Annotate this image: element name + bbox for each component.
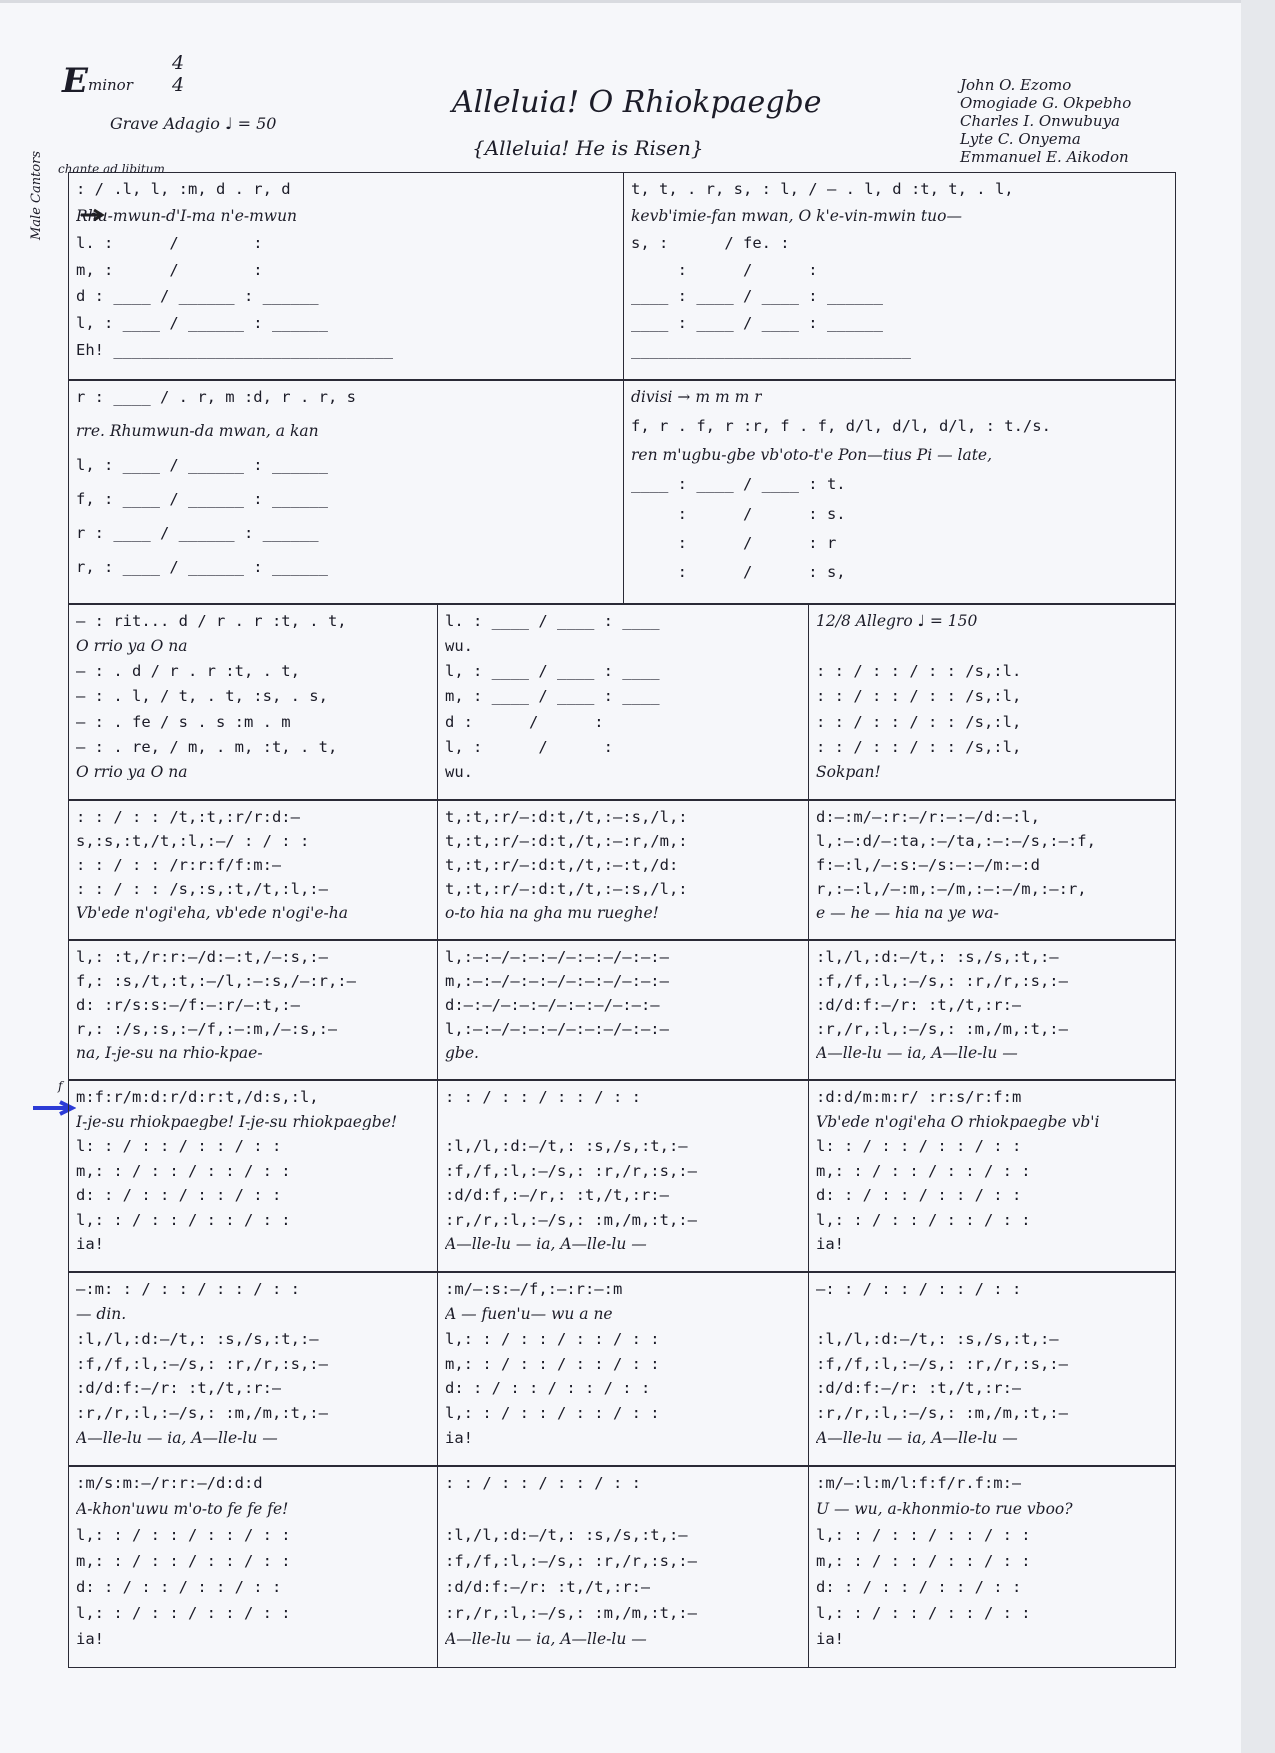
lyric-line: — din.	[76, 1306, 127, 1323]
page-subtitle: {Alleluia! He is Risen}	[472, 136, 704, 160]
solfa-row: wu.	[445, 764, 473, 781]
solfa-row: m, : ____ / ______ : ______	[76, 262, 328, 279]
solfa-row: t,:t,:r/—:d:t,/t,:—:s,/l,:	[445, 882, 688, 898]
solfa-row: ia!	[76, 1237, 104, 1253]
solfa-row: l,:—:—/—:—:—/—:—:—/—:—:—	[445, 950, 669, 966]
solfa-row: :f,/f,:l,:—/s,: :r,/r,:s,:—	[816, 1356, 1068, 1373]
solfa-row: s, : ____ / fe. : ______	[631, 235, 855, 252]
solfa-row: ia!	[76, 1632, 104, 1648]
solfa-row: d: :r/s:s:—/f:—:r/—:t,:—	[76, 998, 300, 1014]
solfa-row: f, : ____ / ______ : ______	[76, 492, 328, 508]
lyric-line: A—lle-lu — ia, A—lle-lu —	[445, 1632, 647, 1648]
solfa-row: :r,/r,:l,:—/s,: :m,/m,:t,:—	[76, 1406, 328, 1422]
solfa-row: m:f:r/m:d:r/d:r:t,/d:s,:l,	[76, 1090, 319, 1106]
solfa-row: l: : / : : / : : / : :	[76, 1139, 282, 1155]
lyric-line: rre. Rhumwun-da mwan, a kan	[76, 424, 319, 440]
lyric-line: A—lle-lu — ia, A—lle-lu —	[76, 1431, 278, 1447]
solfa-row: :m/—:s:—/f,:—:r:—:m	[445, 1282, 623, 1298]
solfa-row: :d/d:f,:—/r,: :t,/t,:r:—	[445, 1188, 669, 1204]
solfa-row: :r,/r,:l,:—/s,: :m,/m,:t,:—	[445, 1212, 697, 1229]
solfa-row: : : / : : /r:r:f/f:m:—	[76, 858, 282, 874]
solfa-row: ____ : ____ / ____ : r	[631, 535, 837, 552]
solfa-row: s,:s,:t,/t,:l,:—/ : / : :	[76, 834, 310, 850]
composer-name: Emmanuel E. Aikodon	[960, 148, 1129, 166]
solfa-row: m,: : / : : / : : / : :	[816, 1554, 1031, 1570]
lyric-line: U — wu, a-khonmio-to rue vboo?	[816, 1502, 1073, 1518]
solfa-row: ____ : ____ / ____ : ______	[631, 316, 883, 332]
lyric-line: kevb'imie-fan mwan, O k'e-vin-mwin tuo—	[631, 208, 962, 225]
measure-divider	[623, 380, 624, 604]
solfa-row: : : / : : / : : /s,:l,	[816, 714, 1022, 731]
solfa-row: — : . fe / s . s :m . m	[76, 714, 291, 731]
solfa-row: : / .l, l, :m, d . r, d	[76, 182, 291, 198]
solfa-row: ____ : ____ / ____ : ______	[631, 289, 883, 305]
solfa-row: :l,/l,:d:—/t,: :s,/s,:t,:—	[816, 1331, 1059, 1348]
solfa-row: l,: : / : : / : : / : :	[76, 1212, 291, 1229]
scan-top-edge	[0, 0, 1275, 3]
composer-name: Omogiade G. Okpebho	[960, 94, 1132, 112]
solfa-row: — : . l, / t, . t, :s, . s,	[76, 689, 328, 705]
tempo-marking: Grave Adagio ♩ = 50	[110, 114, 277, 133]
solfa-row: m,: : / : : / : : / : :	[76, 1554, 291, 1570]
solfa-row: :d/d:f:—/r: :t,/t,:r:—	[76, 1381, 282, 1397]
solfa-row: :l,/l,:d:—/t,: :s,/s,:t,:—	[816, 950, 1059, 966]
solfa-row: :f,/f,:l,:—/s,: :r,/r,:s,:—	[76, 1356, 328, 1373]
lyric-line: O rrio ya O na	[76, 764, 188, 781]
solfa-row: l,: : / : : / : : / : :	[816, 1212, 1031, 1229]
time-signature-bottom: 4	[172, 74, 185, 96]
lyric-line: e — he — hia na ye wa-	[816, 906, 999, 922]
lyric-line: gbe.	[445, 1046, 479, 1062]
measure-divider	[437, 1080, 438, 1272]
solfa-row: :m/s:m:—/r:r:—/d:d:d	[76, 1476, 263, 1492]
solfa-row: : : / : : / : : /s,:l,	[816, 689, 1022, 705]
scan-right-edge	[1241, 0, 1275, 1753]
solfa-row: l, : ____ / ______ : ______	[76, 316, 328, 332]
lyric-line: o-to hia na gha mu rueghe!	[445, 906, 659, 922]
measure-divider	[808, 1466, 809, 1668]
lyric-line: Rhu-mwun-d'I-ma n'e-mwun	[76, 208, 298, 225]
measure-divider	[437, 1272, 438, 1466]
solfa-row: :r,/r,:l,:—/s,: :m,/m,:t,:—	[816, 1406, 1068, 1422]
solfa-row: ia!	[816, 1632, 844, 1648]
measure-divider	[808, 940, 809, 1080]
solfa-row: :l,/l,:d:—/t,: :s,/s,:t,:—	[445, 1528, 688, 1544]
solfa-row: r : ____ / . r, m :d, r . r, s	[76, 390, 356, 406]
solfa-row: f,: :s,/t,:t,:—/l,:—:s,/—:r,:—	[76, 974, 356, 990]
measure-divider	[437, 800, 438, 940]
solfa-row: ____ : ____ / ____ : t.	[631, 477, 846, 493]
solfa-row: l,: : / : : / : : / : :	[76, 1528, 291, 1544]
solfa-row: :f,/f,:l,:—/s,: :r,/r,:s,:—	[445, 1554, 697, 1570]
lyric-line: divisi → m m m r	[631, 390, 762, 406]
solfa-row: ia!	[445, 1431, 473, 1447]
lyric-line: A-khon'uwu m'o-to fe fe fe!	[76, 1502, 289, 1518]
solfa-row: l,:—:—/—:—:—/—:—:—/—:—:—	[445, 1022, 669, 1038]
solfa-row: :f,/f,:l,:—/s,: :r,/r,:s,:—	[445, 1163, 697, 1180]
solfa-row: :f,/f,:l,:—/s,: :r,/r,:s,:—	[816, 974, 1068, 990]
solfa-row: ______________________________	[631, 343, 911, 359]
solfa-row: m, : ____ / ____ : ____	[445, 689, 660, 705]
solfa-row: f:—:l,/—:s:—/s:—:—/m:—:d	[816, 858, 1040, 874]
measure-divider	[808, 1272, 809, 1466]
lyric-line: A—lle-lu — ia, A—lle-lu —	[445, 1237, 647, 1253]
solfa-row: l. : ____ / ____ : ____	[445, 614, 660, 630]
measure-divider	[437, 940, 438, 1080]
solfa-row: l: : / : : / : : / : :	[816, 1139, 1022, 1155]
solfa-row: l,: :t,/r:r:—/d:—:t,/—:s,:—	[76, 950, 328, 966]
lyric-line: I-je-su rhiokpaegbe! I-je-su rhiokpaegbe!	[76, 1114, 398, 1131]
solfa-row: : : / : : / : : /s,:l.	[816, 664, 1022, 680]
solfa-row: d:—:m/—:r:—/r:—:—/d:—:l,	[816, 810, 1040, 826]
solfa-row: t,:t,:r/—:d:t,/t,:—:r,/m,:	[445, 834, 688, 850]
solfa-row: — : rit... d / r . r :t, . t,	[76, 614, 347, 630]
solfa-row: : : / : : / : : / : :	[445, 1090, 641, 1106]
solfa-row: :r,/r,:l,:—/s,: :m,/m,:t,:—	[445, 1606, 697, 1622]
solfa-row: l. : ____ / ______ : ______	[76, 235, 328, 252]
lyric-line: A — fuen'u— wu a ne	[445, 1306, 613, 1323]
performance-direction: chante ad libitum	[58, 162, 165, 176]
lyric-line: 12/8 Allegro ♩ = 150	[816, 614, 978, 630]
dynamic-mark: f	[58, 1079, 63, 1093]
solfa-row: :d:d/m:m:r/ :r:s/r:f:m	[816, 1090, 1022, 1106]
solfa-row: t,:t,:r/—:d:t,/t,:—:s,/l,:	[445, 810, 688, 826]
solfa-row: d: : / : : / : : / : :	[76, 1188, 282, 1204]
solfa-row: r,:—:l,/—:m,:—/m,:—:—/m,:—:r,	[816, 882, 1087, 898]
solfa-row: l, : ____ / ____ : ____	[445, 739, 660, 756]
solfa-row: t, t, . r, s, : l, / — . l, d :t, t, . l,	[631, 182, 1014, 198]
solfa-row: : : / : : /t,:t,:r/r:d:—	[76, 810, 300, 826]
solfa-row: wu.	[445, 639, 473, 655]
solfa-row: d: : / : : / : : / : :	[76, 1580, 282, 1596]
solfa-row: r,: :/s,:s,:—/f,:—:m,/—:s,:—	[76, 1022, 338, 1038]
solfa-row: d : ____ / ____ : ____	[445, 714, 651, 731]
solfa-row: ia!	[816, 1237, 844, 1253]
measure-divider	[437, 1466, 438, 1668]
solfa-row: d: : / : : / : : / : :	[445, 1381, 651, 1397]
solfa-row: d:—:—/—:—:—/—:—:—/—:—:—	[445, 998, 660, 1014]
solfa-row: : : / : : / : : / : :	[445, 1476, 641, 1492]
composer-name: Lyte C. Onyema	[960, 130, 1081, 148]
lyric-line: A—lle-lu — ia, A—lle-lu —	[816, 1431, 1018, 1447]
solfa-row: :d/d:f:—/r: :t,/t,:r:—	[445, 1580, 651, 1596]
solfa-row: :d/d:f:—/r: :t,/t,:r:—	[816, 1381, 1022, 1397]
solfa-row: r : ____ / ______ : ______	[76, 526, 319, 542]
lyric-line: A—lle-lu — ia, A—lle-lu —	[816, 1046, 1018, 1062]
measure-divider	[808, 604, 809, 800]
solfa-row: ____ : ____ / ____ : s,	[631, 564, 846, 581]
solfa-row: d: : / : : / : : / : :	[816, 1580, 1022, 1596]
solfa-row: r, : ____ / ______ : ______	[76, 560, 328, 576]
solfa-row: l,: : / : : / : : / : :	[445, 1406, 660, 1422]
solfa-row: m,: : / : : / : : / : :	[76, 1163, 291, 1180]
solfa-row: m,:—:—/—:—:—/—:—:—/—:—:—	[445, 974, 669, 990]
solfa-row: f, r . f, r :r, f . f, d/l, d/l, d/l, : t./s.	[631, 419, 1051, 435]
solfa-row: :d/d:f:—/r: :t,/t,:r:—	[816, 998, 1022, 1014]
solfa-row: l,:—:d/—:ta,:—/ta,:—:—/s,:—:f,	[816, 834, 1096, 850]
lyric-line: Vb'ede n'ogi'eha O rhiokpaegbe vb'i	[816, 1114, 1100, 1131]
lyric-line: Vb'ede n'ogi'eha, vb'ede n'ogi'e-ha	[76, 906, 349, 922]
lyric-line: Sokpan!	[816, 764, 881, 781]
solfa-row: Eh! ______________________________	[76, 343, 394, 359]
solfa-row: d : ____ / ______ : ______	[76, 289, 319, 305]
measure-divider	[437, 604, 438, 800]
solfa-row: :r,/r,:l,:—/s,: :m,/m,:t,:—	[816, 1022, 1068, 1038]
solfa-row: ____ : ____ / ____ : ______	[631, 262, 883, 279]
solfa-row: —:m: : / : : / : : / : :	[76, 1282, 300, 1298]
lyric-line: O rrio ya O na	[76, 639, 188, 655]
solfa-row: :l,/l,:d:—/t,: :s,/s,:t,:—	[76, 1331, 319, 1348]
measure-divider	[623, 172, 624, 380]
solfa-row: l,: : / : : / : : / : :	[445, 1331, 660, 1348]
lyric-line: ren m'ugbu-gbe vb'oto-t'e Pon—tius Pi — late,	[631, 448, 993, 464]
time-signature-top: 4	[172, 52, 185, 74]
solfa-row: l,: : / : : / : : / : :	[76, 1606, 291, 1622]
solfa-row: m,: : / : : / : : / : :	[816, 1163, 1031, 1180]
solfa-row: — : . re, / m, . m, :t, . t,	[76, 739, 338, 756]
solfa-row: m,: : / : : / : : / : :	[445, 1356, 660, 1373]
key-letter: E	[62, 61, 88, 101]
composer-name: John O. Ezomo	[960, 76, 1072, 94]
solfa-row: :m/—:l:m/l:f:f/r.f:m:—	[816, 1476, 1022, 1492]
composer-name: Charles I. Onwubuya	[960, 112, 1120, 130]
measure-divider	[808, 1080, 809, 1272]
page-title: Alleluia! O Rhiokpaegbe	[452, 85, 822, 120]
key-mode: minor	[88, 76, 133, 94]
solfa-row: : : / : : / : : /s,:l,	[816, 739, 1022, 756]
solfa-row: l, : ____ / ______ : ______	[76, 458, 328, 474]
lyric-line: na, I-je-su na rhio-kpae-	[76, 1046, 263, 1062]
section-label: Male Cantors	[29, 150, 44, 240]
solfa-row: : : / : : /s,:s,:t,/t,:l,:—	[76, 882, 328, 898]
measure-divider	[808, 800, 809, 940]
solfa-row: l,: : / : : / : : / : :	[816, 1606, 1031, 1622]
solfa-row: l,: : / : : / : : / : :	[816, 1528, 1031, 1544]
solfa-row: :l,/l,:d:—/t,: :s,/s,:t,:—	[445, 1139, 688, 1155]
solfa-row: — : . d / r . r :t, . t,	[76, 664, 300, 680]
solfa-row: ____ : ____ / ____ : s.	[631, 506, 846, 523]
solfa-row: d: : / : : / : : / : :	[816, 1188, 1022, 1204]
solfa-row: t,:t,:r/—:d:t,/t,:—:t,/d:	[445, 858, 679, 874]
solfa-row: —: : / : : / : : / : :	[816, 1282, 1022, 1298]
solfa-row: l, : ____ / ____ : ____	[445, 664, 660, 680]
